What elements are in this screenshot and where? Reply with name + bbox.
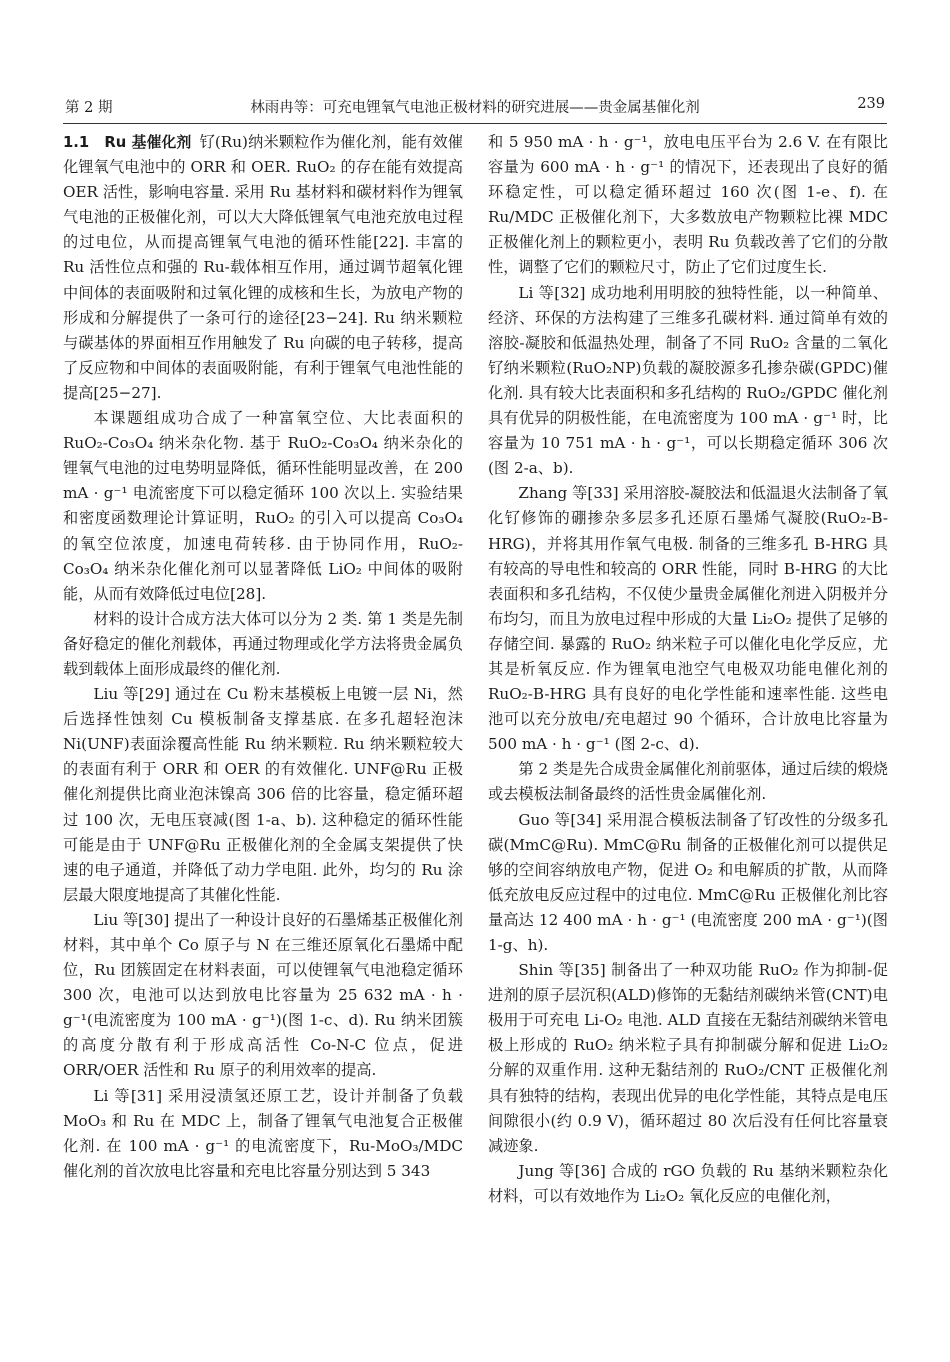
page-number: 239: [857, 96, 885, 112]
running-header: [63, 93, 887, 119]
paragraph: Liu 等[30] 提出了一种设计良好的石墨烯基正极催化剂材料，其中单个 Co 原子与 N 在三维还原氧化石墨烯中配位，Ru 团簇固定在材料表面，可以使锂氧气电池稳定循环 300 次，电池可以达到放电比容量为 25 632 mA · h · g⁻¹(电流密度为 100 mA · g⁻¹)(图 1-c、d). Ru 纳米团簇的高度分散有利于形成高活性 Co-N-C 位点，促进 ORR/OER 活性和 Ru 原子的利用效率的提高.: [63, 910, 463, 1080]
section-heading: 1.1 Ru 基催化剂: [63, 134, 192, 151]
header-divider: [63, 123, 887, 124]
paragraph: 本课题组成功合成了一种富氧空位、大比表面积的 RuO₂-Co₃O₄ 纳米杂化物. 基于 RuO₂-Co₃O₄ 纳米杂化的锂氧气电池的过电势明显降低，循环性能明显改善，在 200 mA · g⁻¹ 电流密度下可以稳定循环 100 次以上. 实验结果和密度函数理论计算证明，RuO₂ 的引入可以提高 Co₃O₄ 的氧空位浓度，加速电荷转移. 由于协同作用，RuO₂-Co₃O₄ 纳米杂化催化剂可以显著降低 LiO₂ 中间体的吸附能，从而有效降低过电位[28].: [63, 409, 463, 603]
right-column: [488, 130, 888, 1330]
running-title: 林雨冉等：可充电锂氧气电池正极材料的研究进展——贵金属基催化剂: [250, 100, 700, 116]
paragraph: Li 等[32] 成功地利用明胶的独特性能，以一种简单、经济、环保的方法构建了三维多孔碳材料. 通过简单有效的溶胶-凝胶和低温热处理，制备了不同 RuO₂ 含量的二氧化钌纳米颗粒(RuO₂NP)负载的凝胶源多孔掺杂碳(GPDC)催化剂. 具有较大比表面积和多孔结构的 RuO₂/GPDC 催化剂具有优异的阴极性能，在电流密度为 100 mA · g⁻¹ 时，比容量为 10 751 mA · h · g⁻¹，可以长期稳定循环 306 次(图 2-a、b).: [488, 283, 888, 478]
paragraph: Jung 等[36] 合成的 rGO 负载的 Ru 基纳米颗粒杂化材料，可以有效地作为 Li₂O₂ 氧化反应的电催化剂，: [488, 1161, 888, 1205]
paragraph: 第 2 类是先合成贵金属催化剂前驱体，通过后续的煅烧或去模板法制备最终的活性贵金属催化剂.: [488, 760, 888, 804]
issue-number: 第 2 期: [65, 100, 113, 116]
paragraph: Liu 等[29] 通过在 Cu 粉末基模板上电镀一层 Ni，然后选择性蚀刻 Cu 模板制备支撑基底. 在多孔超轻泡沫 Ni(UNF)表面涂覆高性能 Ru 纳米颗粒. Ru 纳米颗粒较大的表面有利于 ORR 和 OER 的有效催化. UNF@Ru 正极催化剂提供比商业泡沫镍高 306 倍的比容量，稳定循环超过 100 次，无电压衰减(图 1-a、b). 这种稳定的循环性能可能是由于 UNF@Ru 正极催化剂的全金属支架提供了快速的电子通道，并降低了动力学电阻. 此外，均匀的 Ru 涂层最大限度地提高了其催化性能.: [63, 685, 463, 904]
paragraph: 和 5 950 mA · h · g⁻¹，放电电压平台为 2.6 V. 在有限比容量为 600 mA · h · g⁻¹ 的情况下，还表现出了良好的循环稳定性，可以稳定循环超过 160 次(图 1-e、f). 在 Ru/MDC 正极催化剂下，大多数放电产物颗粒比裸 MDC 正极催化剂上的颗粒更小，表明 Ru 负载改善了它们的分散性，调整了它们的颗粒尺寸，防止了它们过度生长.: [488, 133, 888, 277]
paragraph: Li 等[31] 采用浸渍氢还原工艺，设计并制备了负载 MoO₃ 和 Ru 在 MDC 上，制备了锂氧气电池复合正极催化剂. 在 100 mA · g⁻¹ 的电流密度下，Ru-MoO₃/MDC 催化剂的首次放电比容量和充电比容量分别达到 5 343: [63, 1086, 463, 1180]
paragraph: Shin 等[35] 制备出了一种双功能 RuO₂ 作为抑制-促进剂的原子层沉积(ALD)修饰的无黏结剂碳纳米管(CNT)电极用于可充电 Li-O₂ 电池. ALD 直接在无黏结剂碳纳米管电极上形成的 RuO₂ 纳米粒子具有抑制碳分解和促进 Li₂O₂ 分解的双重作用. 这种无黏结剂的 RuO₂/CNT 正极催化剂具有独特的结构，表现出优异的电化学性能，其特点是电压间隙很小(约 0.9 V)，循环超过 80 次后没有任何比容量衰减迹象.: [488, 961, 888, 1155]
paragraph: [63, 130, 463, 406]
paragraph: 材料的设计合成方法大体可以分为 2 类. 第 1 类是先制备好稳定的催化剂载体，再通过物理或化学方法将贵金属负载到载体上面形成最终的催化剂.: [63, 609, 463, 678]
paragraph-text: 钌(Ru)纳米颗粒作为催化剂，能有效催化锂氧气电池中的 ORR 和 OER. RuO₂ 的存在能有效提高 OER 活性，影响电容量. 采用 Ru 基材料和碳材料作为锂氧气电池的正极催化剂，可以大大降低锂氧气电池充放电过程的过电位，从而提高锂氧气电池的循环性能[22]. 丰富的 Ru 活性位点和强的 Ru-载体相互作用，通过调节超氧化锂中间体的表面吸附和过氧化锂的成核和生长，为放电产物的形成和分解提供了一条可行的途径[23−24]. Ru 纳米颗粒与碳基体的界面相互作用触发了 Ru 向碳的电子转移，提高了反应物和中间体的表面吸附能，有利于锂氧气电池性能的提高[25−27].: [63, 133, 463, 402]
left-column: [63, 130, 463, 1330]
paragraph: Guo 等[34] 采用混合模板法制备了钌改性的分级多孔碳(MmC@Ru). MmC@Ru 制备的正极催化剂可以提供足够的空间容纳放电产物，促进 O₂ 和电解质的扩散，从而降低充放电反应过程中的过电位. MmC@Ru 正极催化剂比容量高达 12 400 mA · h · g⁻¹ (电流密度 200 mA · g⁻¹)(图 1-g、h).: [488, 810, 888, 954]
paragraph: Zhang 等[33] 采用溶胶-凝胶法和低温退火法制备了氧化钌修饰的硼掺杂多层多孔还原石墨烯气凝胶(RuO₂-B-HRG)，并将其用作氧气电极. 制备的三维多孔 B-HRG 具有较高的导电性和较高的 ORR 性能，同时 B-HRG 的大比表面积和多孔结构，不仅使少量贵金属催化剂进入阴极并分布均匀，而且为放电过程中形成的大量 Li₂O₂ 提供了足够的存储空间. 暴露的 RuO₂ 纳米粒子可以催化电化学反应，尤其是析氧反应. 作为锂氧电池空气电极双功能电催化剂的 RuO₂-B-HRG 具有良好的电化学性能和速率性能. 这些电池可以充分放电/充电超过 90 个循环，合计放电比容量为 500 mA · h · g⁻¹ (图 2-c、d).: [488, 484, 888, 754]
